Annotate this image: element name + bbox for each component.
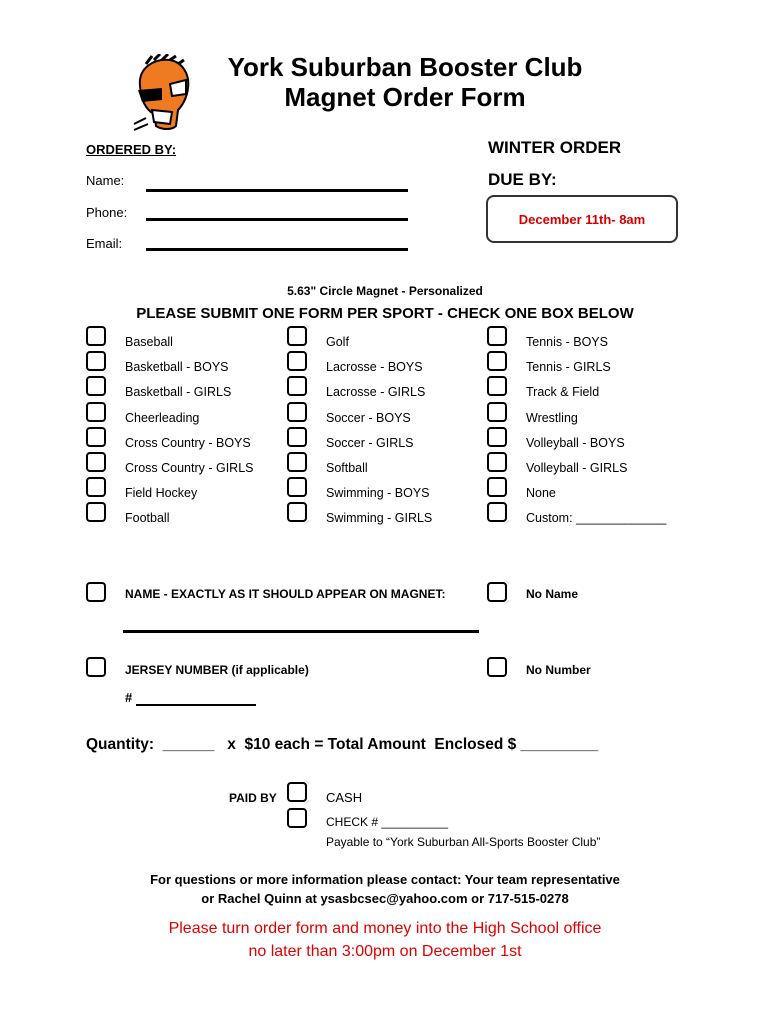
sport-checkbox[interactable]	[487, 502, 507, 522]
sport-checkbox[interactable]	[287, 502, 307, 522]
sport-checkbox[interactable]	[287, 452, 307, 472]
questions-line1: For questions or more information please contact: Your team representative	[150, 872, 620, 887]
sport-option-label: Cross Country - GIRLS	[125, 461, 254, 475]
sport-option-label: None	[526, 486, 556, 501]
sport-option-label: Soccer - BOYS	[326, 410, 411, 425]
sport-checkbox[interactable]	[487, 402, 507, 422]
phone-label: Phone:	[86, 205, 128, 220]
questions-line2: or Rachel Quinn at ysasbcsec@yahoo.com or 717-515-0278	[201, 891, 569, 906]
sport-option-label: Tennis - GIRLS	[526, 360, 611, 375]
sport-option-label: Basketball - GIRLS	[125, 385, 232, 400]
jersey-number-field[interactable]	[136, 704, 256, 706]
ordered-by-heading: ORDERED BY:	[86, 142, 177, 157]
notice-line2: no later than 3:00pm on December 1st	[248, 943, 522, 960]
name-label: Name:	[86, 173, 125, 188]
sport-option-label: Soccer - GIRLS	[326, 435, 414, 450]
no-name-label: No Name	[526, 587, 579, 601]
sport-option-label: Swimming - GIRLS	[326, 511, 433, 526]
sport-option-label: Baseball	[125, 335, 173, 349]
no-number-label: No Number	[526, 663, 591, 677]
jersey-checkbox[interactable]	[86, 657, 106, 677]
sport-checkbox[interactable]	[86, 452, 106, 472]
sport-option-label: Cheerleading	[125, 410, 200, 425]
sport-option-label: Wrestling	[526, 410, 578, 425]
no-number-checkbox[interactable]	[487, 657, 507, 677]
sport-option-label: Swimming - BOYS	[326, 486, 430, 501]
sport-option-label: Football	[125, 511, 170, 526]
sport-checkbox[interactable]	[86, 326, 106, 346]
sport-option-label: Golf	[326, 335, 349, 349]
email-field[interactable]	[146, 248, 408, 251]
sport-checkbox[interactable]	[287, 427, 307, 447]
name-checkbox[interactable]	[86, 582, 106, 602]
sport-checkbox[interactable]	[86, 427, 106, 447]
no-name-checkbox[interactable]	[487, 582, 507, 602]
sport-checkbox[interactable]	[287, 477, 307, 497]
sport-checkbox[interactable]	[487, 477, 507, 497]
magnet-name-field[interactable]	[123, 630, 479, 633]
cash-label: CASH	[326, 790, 363, 805]
sport-option-label: Tennis - BOYS	[526, 335, 608, 349]
sport-checkbox[interactable]	[86, 376, 106, 396]
name-instruction-label: NAME - EXACTLY AS IT SHOULD APPEAR ON MAGNET:	[125, 587, 446, 601]
sport-option-label: Softball	[326, 461, 368, 475]
notice-line1: Please turn order form and money into the High School office	[168, 920, 602, 937]
phone-field[interactable]	[146, 218, 408, 221]
email-label: Email:	[86, 236, 123, 251]
sport-checkbox[interactable]	[487, 351, 507, 371]
sport-option-label: Basketball - BOYS	[125, 360, 229, 375]
instructions: PLEASE SUBMIT ONE FORM PER SPORT - CHECK ONE BOX BELOW	[136, 305, 634, 322]
sport-option-label: Track & Field	[526, 385, 600, 400]
check-checkbox[interactable]	[287, 808, 307, 828]
form-title-line2: Magnet Order Form	[284, 82, 526, 112]
sport-option-label: Field Hockey	[125, 486, 198, 501]
hash-label: #	[125, 690, 133, 705]
sport-option-label: Cross Country - BOYS	[125, 435, 251, 450]
season-heading: WINTER ORDER	[488, 138, 622, 157]
sport-checkbox[interactable]	[86, 477, 106, 497]
sport-option-label: Volleyball - GIRLS	[526, 461, 628, 475]
sport-option-label: Custom: _____________	[526, 511, 667, 526]
sport-checkbox[interactable]	[487, 452, 507, 472]
cash-checkbox[interactable]	[287, 782, 307, 802]
sport-checkbox[interactable]	[86, 502, 106, 522]
sport-option-label: Lacrosse - GIRLS	[326, 385, 426, 400]
check-label: CHECK # __________	[326, 815, 449, 829]
form-title-line1: York Suburban Booster Club	[227, 52, 583, 82]
sport-option-label: Lacrosse - BOYS	[326, 360, 423, 375]
name-field[interactable]	[146, 189, 408, 192]
due-date-box: December 11th- 8am	[486, 195, 678, 243]
magnet-description: 5.63" Circle Magnet - Personalized	[287, 284, 483, 298]
sport-checkbox[interactable]	[487, 326, 507, 346]
sport-option-label: Volleyball - BOYS	[526, 435, 625, 450]
sport-checkbox[interactable]	[487, 376, 507, 396]
sport-checkbox[interactable]	[287, 326, 307, 346]
sport-checkbox[interactable]	[287, 351, 307, 371]
sport-checkbox[interactable]	[287, 376, 307, 396]
sport-checkbox[interactable]	[287, 402, 307, 422]
quantity-line: Quantity: ______ x $10 each = Total Amount Enclosed $ _________	[86, 736, 599, 753]
sport-checkbox[interactable]	[86, 402, 106, 422]
jersey-number-label: JERSEY NUMBER (if applicable)	[125, 663, 309, 677]
payable-to: Payable to “York Suburban All-Sports Booster Club”	[326, 835, 601, 849]
sport-checkbox[interactable]	[487, 427, 507, 447]
due-by-label: DUE BY:	[488, 170, 557, 189]
paid-by-label: PAID BY	[229, 791, 277, 805]
sport-checkbox[interactable]	[86, 351, 106, 371]
